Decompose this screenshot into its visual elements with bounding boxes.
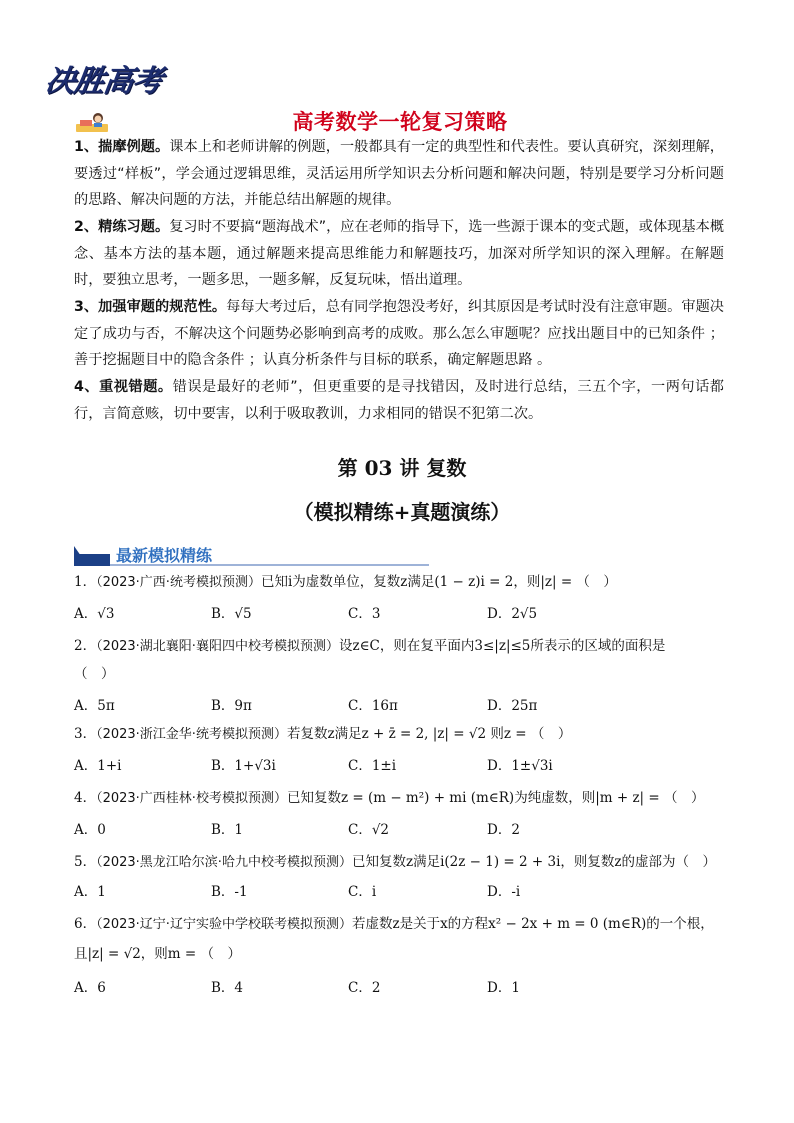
strategy-lead: 2、精练习题。 [74, 219, 170, 235]
option-c[interactable]: C．3 [348, 606, 381, 622]
option-c[interactable]: C．√2 [348, 822, 390, 838]
question-number: 4． [74, 790, 97, 806]
question-stem: 若虚数z是关于x的方程x² − 2x + m = 0 (m∈R)的一个根， [351, 916, 714, 932]
option-b[interactable]: B．√5 [211, 606, 252, 622]
option-c[interactable]: C．1±i [348, 758, 397, 774]
option-d[interactable]: D．25π [487, 698, 538, 714]
option-c[interactable]: C．16π [348, 698, 398, 714]
strategy-paragraph [74, 374, 724, 427]
question-stem: 已知复数z满足i(2z − 1) = 2 + 3i，则复数z的虚部为（ ） [351, 854, 716, 870]
strategy-lead: 4、重视错题。 [74, 379, 173, 395]
option-c[interactable]: C．2 [348, 980, 381, 996]
question-source: （2023·广西·统考模拟预测） [96, 575, 261, 590]
option-b[interactable]: B．-1 [211, 884, 248, 900]
option-d[interactable]: D．2 [487, 822, 520, 838]
option-c[interactable]: C．i [348, 884, 377, 900]
strategy-lead: 3、加强审题的规范性。 [74, 299, 227, 315]
logo-text: 决胜高考 [43, 64, 164, 99]
question-stem: 已知i为虚数单位，复数z满足(1 − z)i = 2，则|z| = （ ） [260, 574, 617, 590]
question-options [74, 820, 734, 840]
option-b[interactable]: B．1 [211, 822, 244, 838]
lecture-title: 第 03 讲 复数 [337, 456, 467, 480]
option-d[interactable]: D．2√5 [487, 606, 538, 622]
question-source: （2023·黑龙江哈尔滨·哈九中校考模拟预测） [96, 855, 352, 870]
strategy-text: 课本上和老师讲解的例题，一般都具有一定的典型性和代表性。要认真研究，深刻理解，要透过“样板”，学会通过逻辑思维，灵活运用所学知识去分析问题和解决问题，特别是要学习分析问题的思路、解决问题的方法，并能总结出解题的规律。 [74, 139, 724, 208]
section-title: 最新模拟精练 [116, 546, 213, 565]
question-number: 6． [74, 916, 97, 932]
question-options [74, 882, 734, 902]
question-options [74, 756, 734, 776]
option-a[interactable]: A．1+i [74, 758, 122, 774]
option-b[interactable]: B．1+√3i [211, 758, 276, 774]
question-stem-continued [74, 944, 734, 964]
option-d[interactable]: D．1±√3i [487, 758, 553, 774]
question-item [74, 572, 734, 593]
question-options [74, 696, 734, 716]
question-stem: 已知复数z = (m − m²) + mi (m∈R)为纯虚数，则|m + z| = （ ） [286, 790, 705, 806]
question-number: 1． [74, 574, 97, 590]
question-item [74, 914, 734, 935]
question-options [74, 978, 734, 998]
option-a[interactable]: A．√3 [74, 606, 115, 622]
question-item [74, 636, 734, 657]
option-d[interactable]: D．-i [487, 884, 521, 900]
question-stem: 若复数z满足z + z̄ = 2, |z| = √2 则z = （ ） [286, 726, 572, 742]
strategy-text: 每每大考过后，总有同学抱怨没考好，纠其原因是考试时没有注意审题。审题决定了成功与否，不解决这个问题势必影响到高考的成败。那么怎么审题呢？应找出题目中的已知条件 ；善于挖掘题目中的隐含条件 ；认真分析条件与目标的联系，确定解题思路 。 [74, 299, 724, 368]
question-source: （2023·广西桂林·校考模拟预测） [96, 791, 287, 806]
strategy-paragraph [74, 214, 724, 294]
option-a[interactable]: A．6 [74, 980, 106, 996]
lecture-subtitle: （模拟精练+真题演练） [293, 500, 511, 524]
option-b[interactable]: B．4 [211, 980, 244, 996]
question-item [74, 852, 734, 873]
option-a[interactable]: A．5π [74, 698, 115, 714]
question-item [74, 788, 734, 809]
option-a[interactable]: A．0 [74, 822, 106, 838]
option-a[interactable]: A．1 [74, 884, 106, 900]
strategy-lead: 1、揣摩例题。 [74, 139, 170, 155]
question-stem-line2: （ ） [74, 666, 115, 682]
strategy-text: 复习时不要搞“题海战术”，应在老师的指导下，选一些源于课本的变式题，或体现基本概念、基本方法的基本题，通过解题来提高思维能力和解题技巧，加深对所学知识的深入理解。在解题时，要独立思考，一题多思，一题多解，反复玩味，悟出道理。 [74, 219, 725, 288]
question-item [74, 724, 734, 745]
section-marker-block [78, 554, 110, 566]
question-number: 5． [74, 854, 97, 870]
strategy-paragraph [74, 294, 724, 374]
question-source: （2023·辽宁·辽宁实验中学校联考模拟预测） [96, 917, 352, 932]
question-source: （2023·浙江金华·统考模拟预测） [96, 727, 287, 742]
question-stem-continued [74, 664, 734, 684]
question-stem-line2: 且|z| = √2，则m = （ ） [74, 946, 241, 962]
section-header [74, 546, 429, 566]
strategy-text: 错误是最好的老师”，但更重要的是寻找错因，及时进行总结，三五个字，一两句话都行，言简意赅，切中要害，以利于吸取教训，力求相同的错误不犯第二次。 [74, 379, 724, 422]
question-stem: 设z∈C，则在复平面内3≤|z|≤5所表示的区域的面积是 [338, 638, 666, 654]
option-d[interactable]: D．1 [487, 980, 520, 996]
page-heading: 高考数学一轮复习策略 [292, 110, 508, 134]
question-options [74, 604, 734, 624]
option-b[interactable]: B．9π [211, 698, 252, 714]
question-number: 2． [74, 638, 97, 654]
question-source: （2023·湖北襄阳·襄阳四中校考模拟预测） [96, 639, 339, 654]
question-number: 3． [74, 726, 97, 742]
strategy-paragraph [74, 134, 724, 214]
